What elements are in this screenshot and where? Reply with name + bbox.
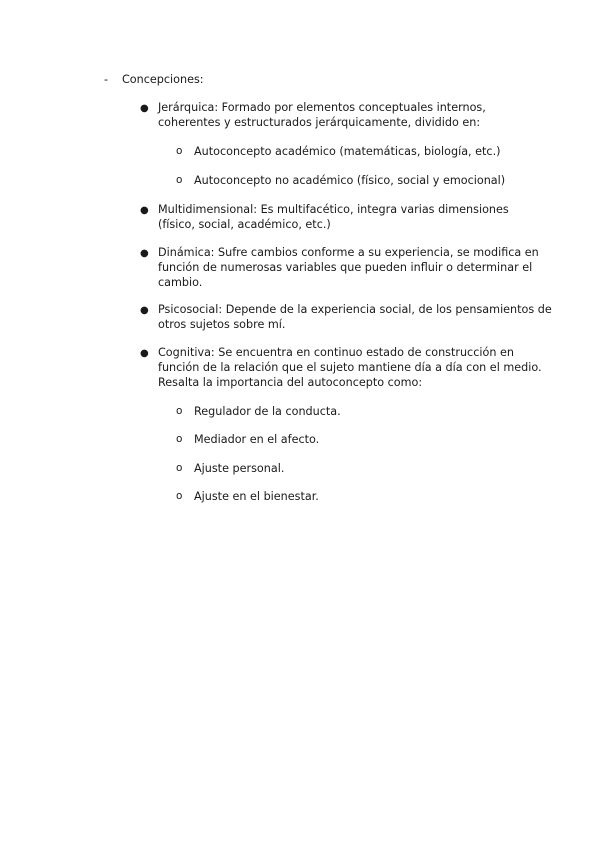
bullet-marker: ● [140,248,149,259]
circle-marker: o [176,405,183,417]
circle-marker: o [176,490,183,502]
item-dinamica-line-2: función de numerosas variables que pueden influir o determinar el [158,261,533,274]
subitem-autoconcepto-academico: Autoconcepto académico (matemáticas, biología, etc.) [194,145,501,158]
item-multidimensional-line-2: (físico, social, académico, etc.) [158,218,331,231]
item-jerarquica-line-1: Jerárquica: Formado por elementos conceptuales internos, [158,101,486,114]
circle-marker: o [176,145,183,157]
item-dinamica-line-1: Dinámica: Sufre cambios conforme a su experiencia, se modifica en [158,246,539,259]
item-psicosocial-line-2: otros sujetos sobre mí. [158,318,286,331]
item-cognitiva-line-3: Resalta la importancia del autoconcepto como: [158,376,423,389]
bullet-marker: ● [140,103,149,114]
item-dinamica-line-3: cambio. [158,276,203,289]
item-jerarquica-line-2: coherentes y estructurados jerárquicamente, dividido en: [158,116,481,129]
item-psicosocial-line-1: Psicosocial: Depende de la experiencia social, de los pensamientos de [158,303,552,316]
item-cognitiva-line-2: función de la relación que el sujeto mantiene día a día con el medio. [158,361,542,374]
circle-marker: o [176,462,183,474]
circle-marker: o [176,433,183,445]
bullet-marker: ● [140,305,149,316]
heading-concepciones: Concepciones: [122,73,204,86]
subitem-ajuste-bienestar: Ajuste en el bienestar. [194,490,319,503]
bullet-marker: ● [140,205,149,216]
item-multidimensional-line-1: Multidimensional: Es multifacético, integra varias dimensiones [158,203,509,216]
item-cognitiva-line-1: Cognitiva: Se encuentra en continuo estado de construcción en [158,346,514,359]
subitem-ajuste-personal: Ajuste personal. [194,462,285,475]
subitem-regulador: Regulador de la conducta. [194,405,341,418]
dash-marker: - [104,73,109,86]
circle-marker: o [176,174,183,186]
subitem-autoconcepto-no-academico: Autoconcepto no académico (físico, social y emocional) [194,174,506,187]
bullet-marker: ● [140,348,149,359]
subitem-mediador: Mediador en el afecto. [194,433,320,446]
